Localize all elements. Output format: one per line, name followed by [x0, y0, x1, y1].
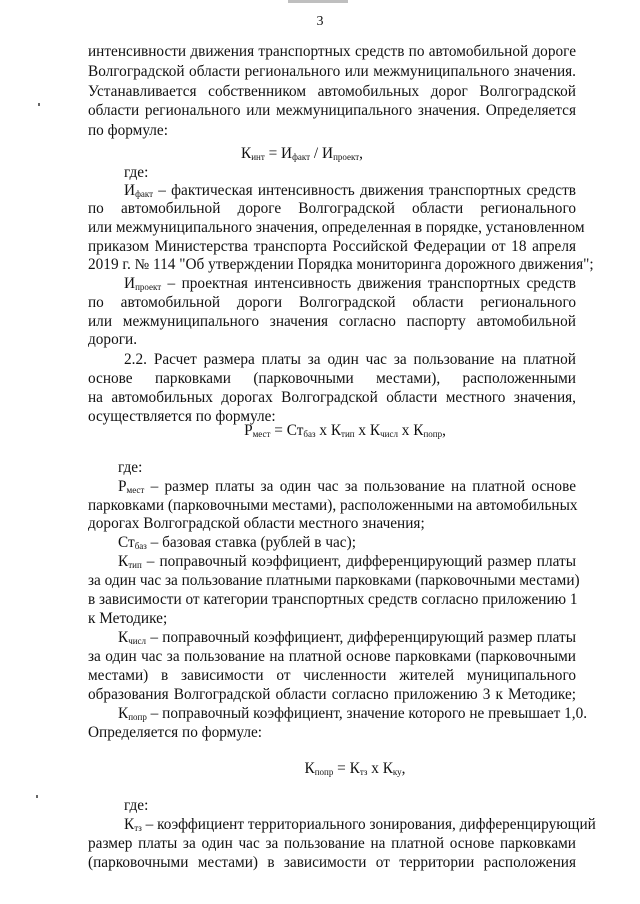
- body-line: образования Волгоградской области согласно приложению 3 к Методике;: [88, 686, 576, 703]
- body-line: основе парковками (парковочными местами), расположенными: [88, 370, 576, 387]
- definition-line: $Ст_{баз}$ – базовая ставка (рублей в час);: [118, 534, 356, 551]
- where-label: где:: [124, 164, 149, 181]
- where-label: где:: [124, 797, 149, 814]
- formula-p-mest: $Р_{мест} = Ст_{баз}$ х $К_{тип}$ х $К_{числ}$ х $К_{попр}$,: [244, 422, 446, 439]
- body-line: приказом Министерства транспорта Российской Федерации от 18 апреля: [88, 238, 576, 255]
- body-line: к Методике;: [88, 610, 168, 627]
- body-line: дороги.: [88, 331, 138, 348]
- formula-k-int: $К_{инт} = И_{факт} / И_{проект}$,: [240, 145, 363, 162]
- body-line: или межмуниципального значения, определенная в порядке, установленном: [88, 219, 585, 236]
- definition-line: $К_{тип}$ – поправочный коэффициент, дифференцирующий размер платы: [118, 553, 576, 570]
- body-line: по автомобильной дороге Волгоградской области регионального: [88, 200, 576, 217]
- body-line: по автомобильной дороги Волгоградской области регионального: [88, 294, 576, 311]
- scan-speck: [38, 103, 40, 106]
- body-line: Определяется по формуле:: [88, 724, 262, 741]
- definition-line: $И_{проект}$ – проектная интенсивность движения транспортных средств: [124, 275, 576, 292]
- scan-speck: [36, 795, 38, 798]
- definition-line: $К_{числ}$ – поправочный коэффициент, дифференцирующий размер платы: [118, 629, 576, 646]
- body-line: осуществляется по формуле:: [88, 408, 276, 425]
- page-number: 3: [316, 14, 324, 29]
- body-line: за один час за пользование на платной основе парковками (парковочными: [88, 648, 576, 665]
- body-line: парковками (парковочными местами), расположенными на автомобильных: [88, 497, 578, 514]
- formula-k-popr: $К_{попр} = К_{тз}$ х $К_{ку}$,: [304, 760, 406, 777]
- body-line: размер платы за один час за пользование на платной основе парковками: [88, 835, 576, 852]
- body-line: области регионального или межмуниципального значения. Определяется: [88, 102, 576, 119]
- body-line: на автомобильных дорогах Волгоградской области местного значения,: [88, 389, 576, 406]
- section-2-2: 2.2. Расчет размера платы за один час за пользование на платной: [124, 351, 576, 368]
- definition-line: $К_{попр}$ – поправочный коэффициент, значение которого не превышает 1,0.: [118, 705, 588, 722]
- body-line: Волгоградской области регионального или межмуниципального значения.: [88, 63, 576, 80]
- body-line: за один час за пользование платными парковками (парковочными местами): [88, 572, 580, 589]
- body-line: (парковочными местами) в зависимости от территории расположения: [88, 854, 576, 871]
- definition-line: $И_{факт}$ – фактическая интенсивность движения транспортных средств: [124, 182, 576, 199]
- body-line: по формуле:: [88, 122, 168, 139]
- body-line: 2019 г. № 114 "Об утверждении Порядка мониторинга дорожного движения";: [88, 256, 594, 273]
- body-line: Устанавливается собственником автомобильных дорог Волгоградской: [88, 83, 576, 100]
- body-line: дорогах Волгоградской области местного значения;: [88, 515, 425, 532]
- definition-line: $Р_{мест}$ – размер платы за один час за пользование на платной основе: [118, 478, 576, 495]
- body-line: или межмуниципального значения согласно паспорту автомобильной: [88, 313, 576, 330]
- body-line: местами) в зависимости от численности жителей муниципального: [88, 667, 576, 684]
- body-line: интенсивности движения транспортных средств по автомобильной дороге: [88, 43, 576, 60]
- scan-header-mark: [288, 0, 348, 3]
- body-line: в зависимости от категории транспортных средств согласно приложению 1: [88, 591, 578, 608]
- definition-line: $К_{тз}$ – коэффициент территориального зонирования, дифференцирующий: [124, 816, 596, 833]
- where-label: где:: [118, 459, 143, 476]
